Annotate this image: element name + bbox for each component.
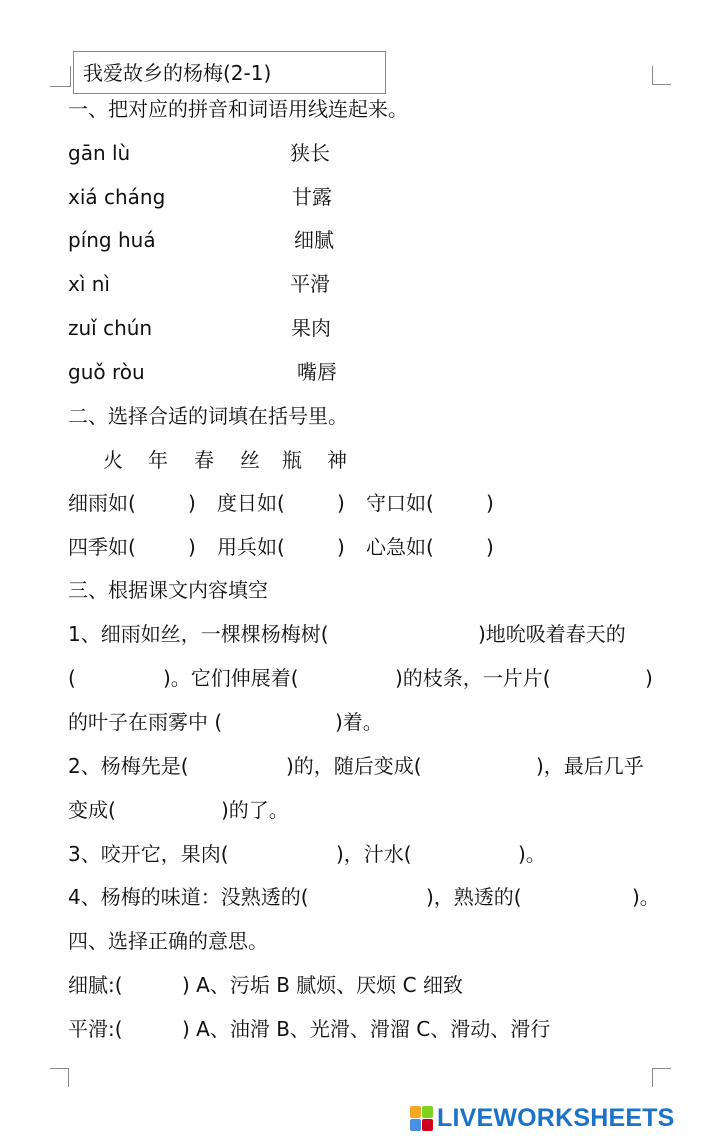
- pinyin-item: zuǐ chún: [68, 316, 153, 340]
- q4-text-c: )。: [632, 885, 660, 909]
- section4-heading: 四、选择正确的意思。: [68, 929, 268, 953]
- word-item: 狭长: [290, 141, 330, 165]
- q1-text-d: )。它们伸展着(: [163, 666, 299, 690]
- liveworksheets-logo: [410, 1103, 675, 1133]
- idiom-blank-3-suffix: ): [486, 491, 494, 515]
- word-item: 嘴唇: [297, 360, 337, 384]
- q1-text-a: 1、细雨如丝，一棵棵杨梅树(: [68, 622, 329, 646]
- idiom-blank-5-prefix: 用兵如(: [217, 535, 285, 559]
- meaning-q1-options: ) A、污垢 B 腻烦、厌烦 C 细致: [182, 973, 463, 997]
- idiom-blank-2-suffix: ): [337, 491, 345, 515]
- section3-heading: 三、根据课文内容填空: [68, 578, 268, 602]
- logo-tile: [410, 1119, 421, 1131]
- word-bank-item: 春: [194, 448, 214, 472]
- q3-text-b: )，汁水(: [336, 842, 412, 866]
- meaning-q2-options: ) A、油滑 B、光滑、滑溜 C、滑动、滑行: [182, 1017, 551, 1041]
- pinyin-item: guǒ ròu: [68, 360, 145, 384]
- logo-tile: [422, 1119, 433, 1131]
- q2-text-a: 2、杨梅先是(: [68, 754, 189, 778]
- idiom-blank-1-prefix: 细雨如(: [68, 491, 136, 515]
- q3-text-c: )。: [518, 842, 546, 866]
- meaning-q2-label: 平滑:(: [68, 1017, 123, 1041]
- q1-text-f: ): [645, 666, 653, 690]
- liveworksheets-logo-icon: [410, 1106, 433, 1131]
- q4-text-a: 4、杨梅的味道：没熟透的(: [68, 885, 309, 909]
- logo-tile: [410, 1106, 421, 1118]
- q4-text-b: )，熟透的(: [426, 885, 522, 909]
- idiom-blank-4-suffix: ): [188, 535, 196, 559]
- logo-text: LIVEWORKSHEETS: [437, 1103, 675, 1132]
- word-bank-item: 神: [327, 448, 347, 472]
- word-item: 甘露: [292, 185, 332, 209]
- idiom-blank-6-suffix: ): [486, 535, 494, 559]
- word-item: 果肉: [291, 316, 331, 340]
- q1-text-b: )地吮吸着春天的: [478, 622, 626, 646]
- word-item: 细腻: [294, 228, 334, 252]
- word-bank-item: 丝: [240, 448, 260, 472]
- pinyin-item: píng huá: [68, 228, 156, 252]
- idiom-blank-1-suffix: ): [188, 491, 196, 515]
- q1-text-c: (: [68, 666, 76, 690]
- page-corner-top-right: [652, 66, 671, 85]
- meaning-q1-label: 细腻:(: [68, 973, 123, 997]
- q2-text-d: 变成(: [68, 798, 116, 822]
- idiom-blank-3-prefix: 守口如(: [366, 491, 434, 515]
- q1-text-g: 的叶子在雨雾中 (: [68, 710, 223, 734]
- word-bank-item: 年: [148, 448, 168, 472]
- idiom-blank-2-prefix: 度日如(: [217, 491, 285, 515]
- q1-text-e: )的枝条，一片片(: [395, 666, 551, 690]
- page-corner-bottom-right: [652, 1068, 671, 1087]
- section2-heading: 二、选择合适的词填在括号里。: [68, 404, 348, 428]
- q1-text-h: )着。: [335, 710, 383, 734]
- word-bank-item: 火: [103, 448, 123, 472]
- word-item: 平滑: [290, 272, 330, 296]
- page-corner-bottom-left: [50, 1068, 69, 1087]
- logo-tile: [422, 1106, 433, 1118]
- pinyin-item: xì nì: [68, 272, 110, 296]
- idiom-blank-5-suffix: ): [337, 535, 345, 559]
- page-corner-top-left: [50, 66, 71, 87]
- q2-text-c: )，最后几乎: [536, 754, 644, 778]
- q3-text-a: 3、咬开它，果肉(: [68, 842, 229, 866]
- worksheet-title: 我爱故乡的杨梅(2-1): [73, 51, 386, 94]
- section1-heading: 一、把对应的拼音和词语用线连起来。: [68, 97, 408, 121]
- idiom-blank-4-prefix: 四季如(: [68, 535, 136, 559]
- word-bank-item: 瓶: [282, 448, 302, 472]
- pinyin-item: gān lù: [68, 141, 131, 165]
- idiom-blank-6-prefix: 心急如(: [366, 535, 434, 559]
- pinyin-item: xiá cháng: [68, 185, 166, 209]
- q2-text-e: )的了。: [221, 798, 289, 822]
- q2-text-b: )的，随后变成(: [286, 754, 422, 778]
